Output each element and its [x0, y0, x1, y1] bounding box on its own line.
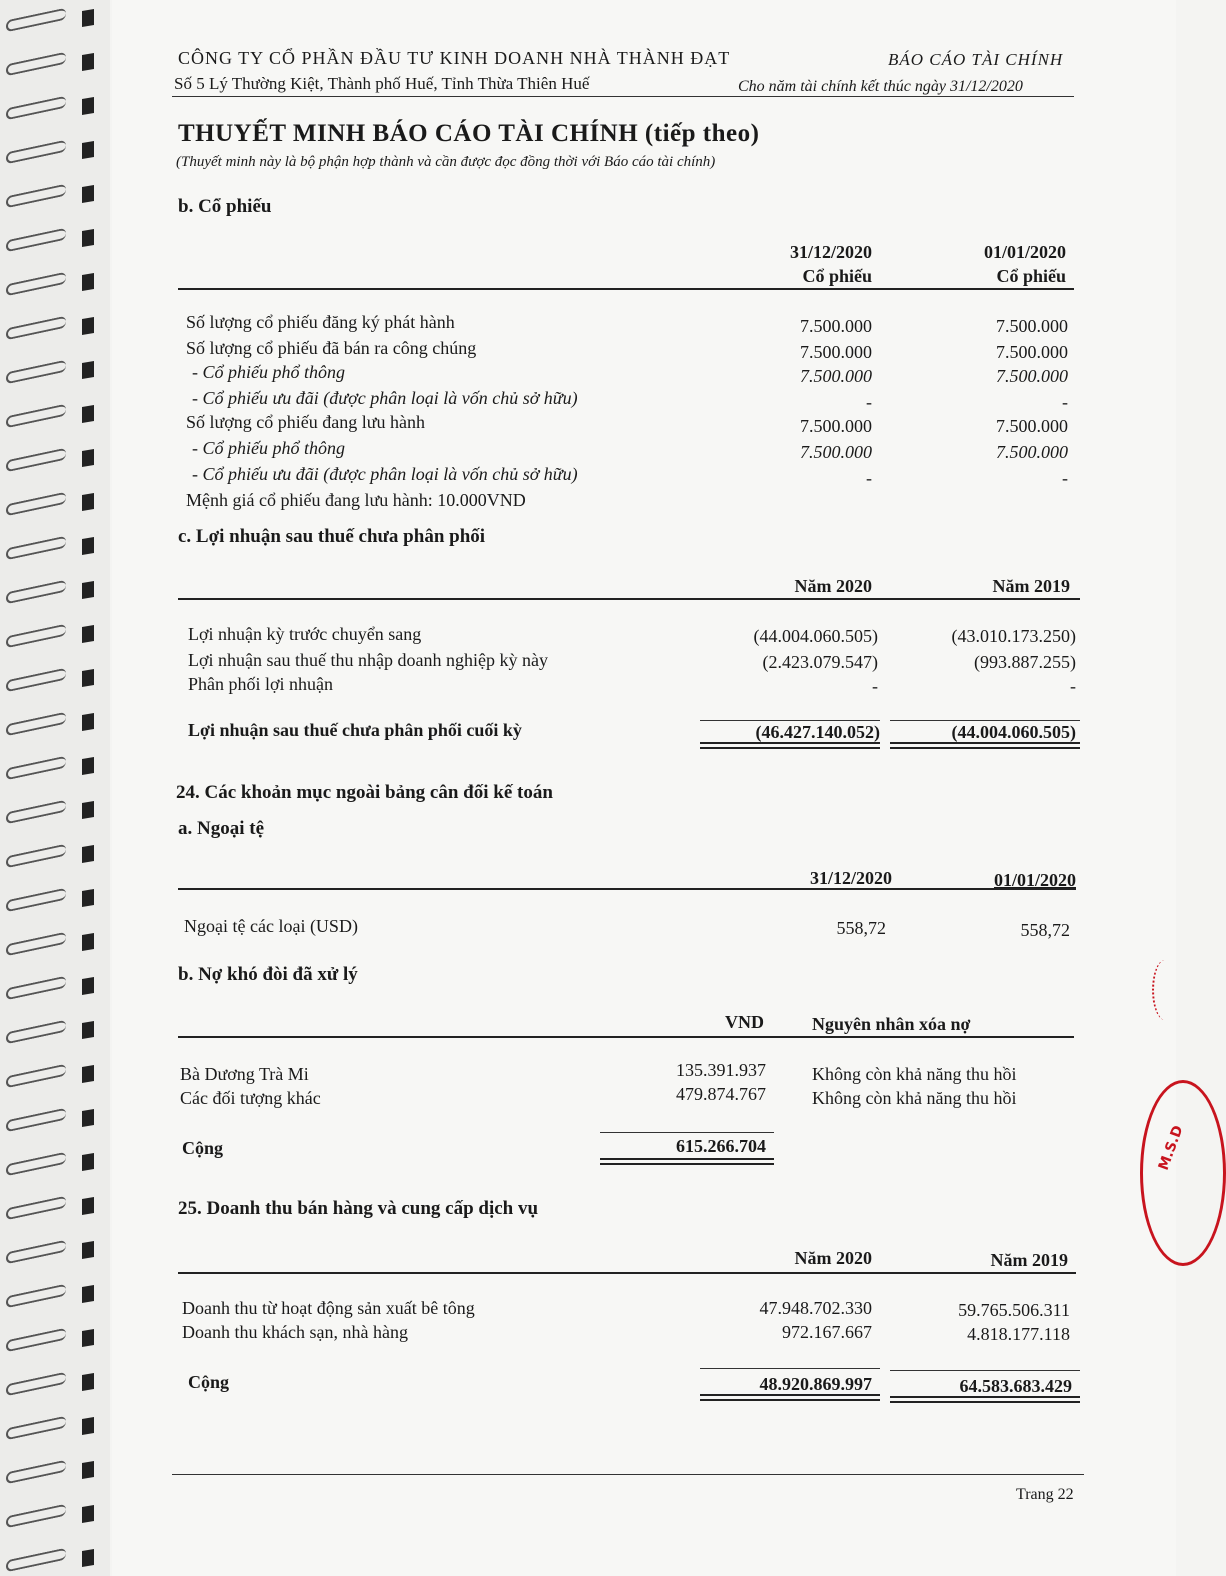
- spiral-ring: [6, 228, 98, 248]
- punch-hole: [82, 1109, 94, 1127]
- punch-hole: [82, 1241, 94, 1259]
- total-rule: [890, 720, 1080, 721]
- spiral-ring: [6, 8, 98, 28]
- section-24a-heading: a. Ngoại tệ: [178, 818, 265, 839]
- punch-hole: [82, 1065, 94, 1083]
- fx-value: 558,72: [836, 918, 886, 938]
- punch-hole: [82, 141, 94, 159]
- table-rule: [178, 1272, 1076, 1274]
- spiral-loop: [6, 1284, 66, 1309]
- section-24b-heading: b. Nợ khó đòi đã xử lý: [178, 964, 358, 985]
- spiral-loop: [6, 1416, 66, 1441]
- spiral-ring: [6, 316, 98, 336]
- page-subtitle: (Thuyết minh này là bộ phận hợp thành và cần được đọc đồng thời với Báo cáo tài chính): [176, 154, 716, 170]
- table-row-value: -: [1062, 392, 1068, 412]
- report-period: Cho năm tài chính kết thúc ngày 31/12/2020: [738, 78, 1023, 95]
- report-title: BÁO CÁO TÀI CHÍNH: [888, 50, 1064, 69]
- document-page: [112, 0, 1176, 1576]
- spiral-loop: [6, 844, 66, 869]
- spiral-ring: [6, 800, 98, 820]
- col-header: Năm 2019: [990, 1250, 1068, 1270]
- punch-hole: [82, 669, 94, 687]
- total-label: Lợi nhuận sau thuế chưa phân phối cuối kỳ: [188, 720, 522, 740]
- fx-value: 558,72: [1020, 920, 1070, 940]
- col-header: 31/12/2020: [789, 242, 872, 262]
- spiral-ring: [6, 668, 98, 688]
- spiral-ring: [6, 1328, 98, 1348]
- table-row-value: 7.500.000: [996, 366, 1068, 386]
- table-rule: [178, 288, 1074, 290]
- spiral-loop: [6, 228, 66, 253]
- spiral-ring: [6, 184, 98, 204]
- punch-hole: [82, 977, 94, 995]
- table-row-label: - Cổ phiếu phổ thông: [192, 362, 345, 382]
- punch-hole: [82, 185, 94, 203]
- table-row-label: Mệnh giá cổ phiếu đang lưu hành: 10.000VND: [186, 490, 526, 510]
- spiral-ring: [6, 1460, 98, 1480]
- footer-rule: [172, 1474, 1084, 1475]
- spiral-ring: [6, 1108, 98, 1128]
- table-row-label: Doanh thu từ hoạt động sản xuất bê tông: [182, 1298, 475, 1318]
- spiral-ring: [6, 1152, 98, 1172]
- table-row-value: (44.004.060.505): [753, 626, 878, 646]
- spiral-loop: [6, 756, 66, 781]
- spiral-ring: [6, 272, 98, 292]
- total-label: Cộng: [188, 1372, 230, 1392]
- total-rule: [700, 720, 880, 721]
- punch-hole: [82, 1549, 94, 1567]
- spiral-loop: [6, 184, 66, 209]
- table-row-value: 7.500.000: [996, 416, 1068, 436]
- table-row-value: 47.948.702.330: [759, 1298, 872, 1318]
- section-b-heading: b. Cổ phiếu: [178, 196, 272, 217]
- table-row-value: 135.391.937: [676, 1060, 766, 1080]
- punch-hole: [82, 1461, 94, 1479]
- col-header: Năm 2019: [992, 576, 1070, 596]
- spiral-loop: [6, 404, 66, 429]
- total-label: Cộng: [182, 1138, 224, 1158]
- spiral-loop: [6, 1240, 66, 1265]
- spiral-ring: [6, 448, 98, 468]
- total-value: 615.266.704: [676, 1136, 766, 1156]
- spiral-loop: [6, 52, 66, 77]
- spiral-ring: [6, 580, 98, 600]
- total-rule: [700, 1368, 880, 1369]
- double-rule: [890, 742, 1080, 749]
- spiral-loop: [6, 316, 66, 341]
- spiral-ring: [6, 624, 98, 644]
- punch-hole: [82, 801, 94, 819]
- total-value: (44.004.060.505): [951, 722, 1076, 742]
- total-value: 64.583.683.429: [959, 1376, 1072, 1396]
- header-rule: [172, 96, 1074, 97]
- punch-hole: [82, 1373, 94, 1391]
- spiral-ring: [6, 976, 98, 996]
- spiral-loop: [6, 976, 66, 1001]
- punch-hole: [82, 405, 94, 423]
- spiral-loop: [6, 580, 66, 605]
- punch-hole: [82, 933, 94, 951]
- punch-hole: [82, 1329, 94, 1347]
- table-rule: [178, 598, 1080, 600]
- punch-hole: [82, 273, 94, 291]
- page-title: THUYẾT MINH BÁO CÁO TÀI CHÍNH (tiếp theo): [178, 120, 760, 147]
- col-header: VND: [725, 1012, 764, 1032]
- spiral-ring: [6, 1504, 98, 1524]
- spiral-ring: [6, 140, 98, 160]
- punch-hole: [82, 1505, 94, 1523]
- table-row-value: 7.500.000: [800, 416, 872, 436]
- spiral-loop: [6, 1196, 66, 1221]
- punch-hole: [82, 889, 94, 907]
- spiral-ring: [6, 932, 98, 952]
- table-row-label: Lợi nhuận sau thuế thu nhập doanh nghiệp kỳ này: [188, 650, 548, 670]
- punch-hole: [82, 581, 94, 599]
- table-row-value: (43.010.173.250): [951, 626, 1076, 646]
- table-row-label: - Cổ phiếu phổ thông: [192, 438, 345, 458]
- table-row-label: Doanh thu khách sạn, nhà hàng: [182, 1322, 408, 1342]
- spiral-loop: [6, 448, 66, 473]
- double-rule: [600, 1158, 774, 1165]
- col-header: 31/12/2020: [809, 868, 892, 888]
- total-rule: [890, 1370, 1080, 1371]
- company-address: Số 5 Lý Thường Kiệt, Thành phố Huế, Tỉnh Thừa Thiên Huế: [174, 74, 590, 93]
- page-number: Trang 22: [1016, 1486, 1074, 1503]
- table-row-reason: Không còn khả năng thu hồi: [812, 1064, 1017, 1084]
- table-row-value: -: [866, 468, 872, 488]
- punch-hole: [82, 1153, 94, 1171]
- table-row-value: 972.167.667: [782, 1322, 872, 1342]
- spiral-loop: [6, 140, 66, 165]
- spiral-loop: [6, 712, 66, 737]
- company-seal-text: M.S.D: [1155, 1123, 1187, 1173]
- table-row-label: - Cổ phiếu ưu đãi (được phân loại là vốn chủ sở hữu): [192, 464, 578, 484]
- spiral-ring: [6, 756, 98, 776]
- spiral-loop: [6, 492, 66, 517]
- spiral-ring: [6, 1548, 98, 1568]
- spiral-ring: [6, 360, 98, 380]
- punch-hole: [82, 449, 94, 467]
- punch-hole: [82, 229, 94, 247]
- col-header: 01/01/2020: [993, 870, 1076, 890]
- punch-hole: [82, 1285, 94, 1303]
- punch-hole: [82, 97, 94, 115]
- spiral-loop: [6, 888, 66, 913]
- punch-hole: [82, 361, 94, 379]
- spiral-loop: [6, 668, 66, 693]
- table-row-value: 4.818.177.118: [967, 1324, 1070, 1344]
- table-row-label: Bà Dương Trà Mi: [180, 1064, 309, 1084]
- spiral-ring: [6, 404, 98, 424]
- table-row-value: 7.500.000: [800, 342, 872, 362]
- double-rule: [700, 1394, 880, 1401]
- table-row-value: 7.500.000: [996, 342, 1068, 362]
- spiral-ring: [6, 1020, 98, 1040]
- table-rule: [178, 888, 1076, 890]
- table-row-value: 7.500.000: [996, 442, 1068, 462]
- spiral-loop: [6, 1020, 66, 1045]
- table-row-value: -: [1062, 468, 1068, 488]
- spiral-loop: [6, 1460, 66, 1485]
- table-row-value: -: [866, 392, 872, 412]
- spiral-loop: [6, 360, 66, 385]
- punch-hole: [82, 713, 94, 731]
- table-row-value: -: [1070, 676, 1076, 696]
- spiral-loop: [6, 1328, 66, 1353]
- total-value: 48.920.869.997: [759, 1374, 872, 1394]
- table-row-label: Số lượng cổ phiếu đang lưu hành: [186, 412, 426, 432]
- spiral-loop: [6, 1108, 66, 1133]
- fx-label: Ngoại tệ các loại (USD): [184, 916, 358, 936]
- col-header: Nguyên nhân xóa nợ: [812, 1014, 971, 1034]
- table-row-value: -: [872, 676, 878, 696]
- spiral-loop: [6, 1372, 66, 1397]
- spiral-ring: [6, 1284, 98, 1304]
- table-row-label: Số lượng cổ phiếu đã bán ra công chúng: [186, 338, 477, 358]
- table-row-label: - Cổ phiếu ưu đãi (được phân loại là vốn chủ sở hữu): [192, 388, 578, 408]
- total-value: (46.427.140.052): [755, 722, 880, 742]
- spiral-ring: [6, 844, 98, 864]
- punch-hole: [82, 845, 94, 863]
- total-rule: [600, 1132, 774, 1133]
- table-row-label: Các đối tượng khác: [180, 1088, 321, 1108]
- company-seal: [1140, 1080, 1226, 1266]
- spiral-loop: [6, 624, 66, 649]
- col-header-unit: Cổ phiếu: [996, 266, 1066, 286]
- spiral-ring: [6, 712, 98, 732]
- table-row-value: 479.874.767: [676, 1084, 766, 1104]
- table-row-label: Số lượng cổ phiếu đăng ký phát hành: [186, 312, 455, 332]
- table-row-label: Phân phối lợi nhuận: [188, 674, 334, 694]
- punch-hole: [82, 53, 94, 71]
- punch-hole: [82, 493, 94, 511]
- table-row-reason: Không còn khả năng thu hồi: [812, 1088, 1017, 1108]
- spiral-loop: [6, 932, 66, 957]
- table-rule: [178, 1036, 1074, 1038]
- stamp-mark: [1152, 960, 1178, 1020]
- table-row-value: 7.500.000: [996, 316, 1068, 336]
- spiral-loop: [6, 800, 66, 825]
- spiral-ring: [6, 492, 98, 512]
- double-rule: [700, 742, 880, 749]
- spiral-loop: [6, 272, 66, 297]
- punch-hole: [82, 317, 94, 335]
- spiral-binding: [0, 0, 110, 1576]
- spiral-ring: [6, 888, 98, 908]
- company-name: CÔNG TY CỔ PHẦN ĐẦU TƯ KINH DOANH NHÀ THÀNH ĐẠT: [178, 48, 731, 68]
- col-header: Năm 2020: [794, 576, 872, 596]
- punch-hole: [82, 625, 94, 643]
- spiral-loop: [6, 8, 66, 33]
- spiral-loop: [6, 1548, 66, 1573]
- table-row-value: 7.500.000: [800, 442, 872, 462]
- table-row-label: Lợi nhuận kỳ trước chuyển sang: [188, 624, 422, 644]
- col-header: 01/01/2020: [983, 242, 1066, 262]
- spiral-ring: [6, 1416, 98, 1436]
- punch-hole: [82, 1021, 94, 1039]
- punch-hole: [82, 537, 94, 555]
- punch-hole: [82, 1197, 94, 1215]
- spiral-ring: [6, 1064, 98, 1084]
- spiral-loop: [6, 1064, 66, 1089]
- punch-hole: [82, 9, 94, 27]
- col-header-unit: Cổ phiếu: [802, 266, 872, 286]
- section-25-heading: 25. Doanh thu bán hàng và cung cấp dịch vụ: [178, 1198, 539, 1219]
- spiral-ring: [6, 1240, 98, 1260]
- punch-hole: [82, 757, 94, 775]
- spiral-ring: [6, 1196, 98, 1216]
- spiral-loop: [6, 96, 66, 121]
- double-rule: [890, 1396, 1080, 1403]
- table-row-value: (2.423.079.547): [762, 652, 878, 672]
- spiral-ring: [6, 536, 98, 556]
- col-header: Năm 2020: [794, 1248, 872, 1268]
- section-c-heading: c. Lợi nhuận sau thuế chưa phân phối: [178, 526, 486, 547]
- spiral-ring: [6, 96, 98, 116]
- punch-hole: [82, 1417, 94, 1435]
- table-row-value: 7.500.000: [800, 316, 872, 336]
- spiral-ring: [6, 1372, 98, 1392]
- spiral-ring: [6, 52, 98, 72]
- spiral-loop: [6, 536, 66, 561]
- table-row-value: 59.765.506.311: [958, 1300, 1070, 1320]
- section-24-heading: 24. Các khoản mục ngoài bảng cân đối kế toán: [176, 782, 553, 803]
- spiral-loop: [6, 1152, 66, 1177]
- table-row-value: (993.887.255): [974, 652, 1076, 672]
- table-row-value: 7.500.000: [800, 366, 872, 386]
- spiral-loop: [6, 1504, 66, 1529]
